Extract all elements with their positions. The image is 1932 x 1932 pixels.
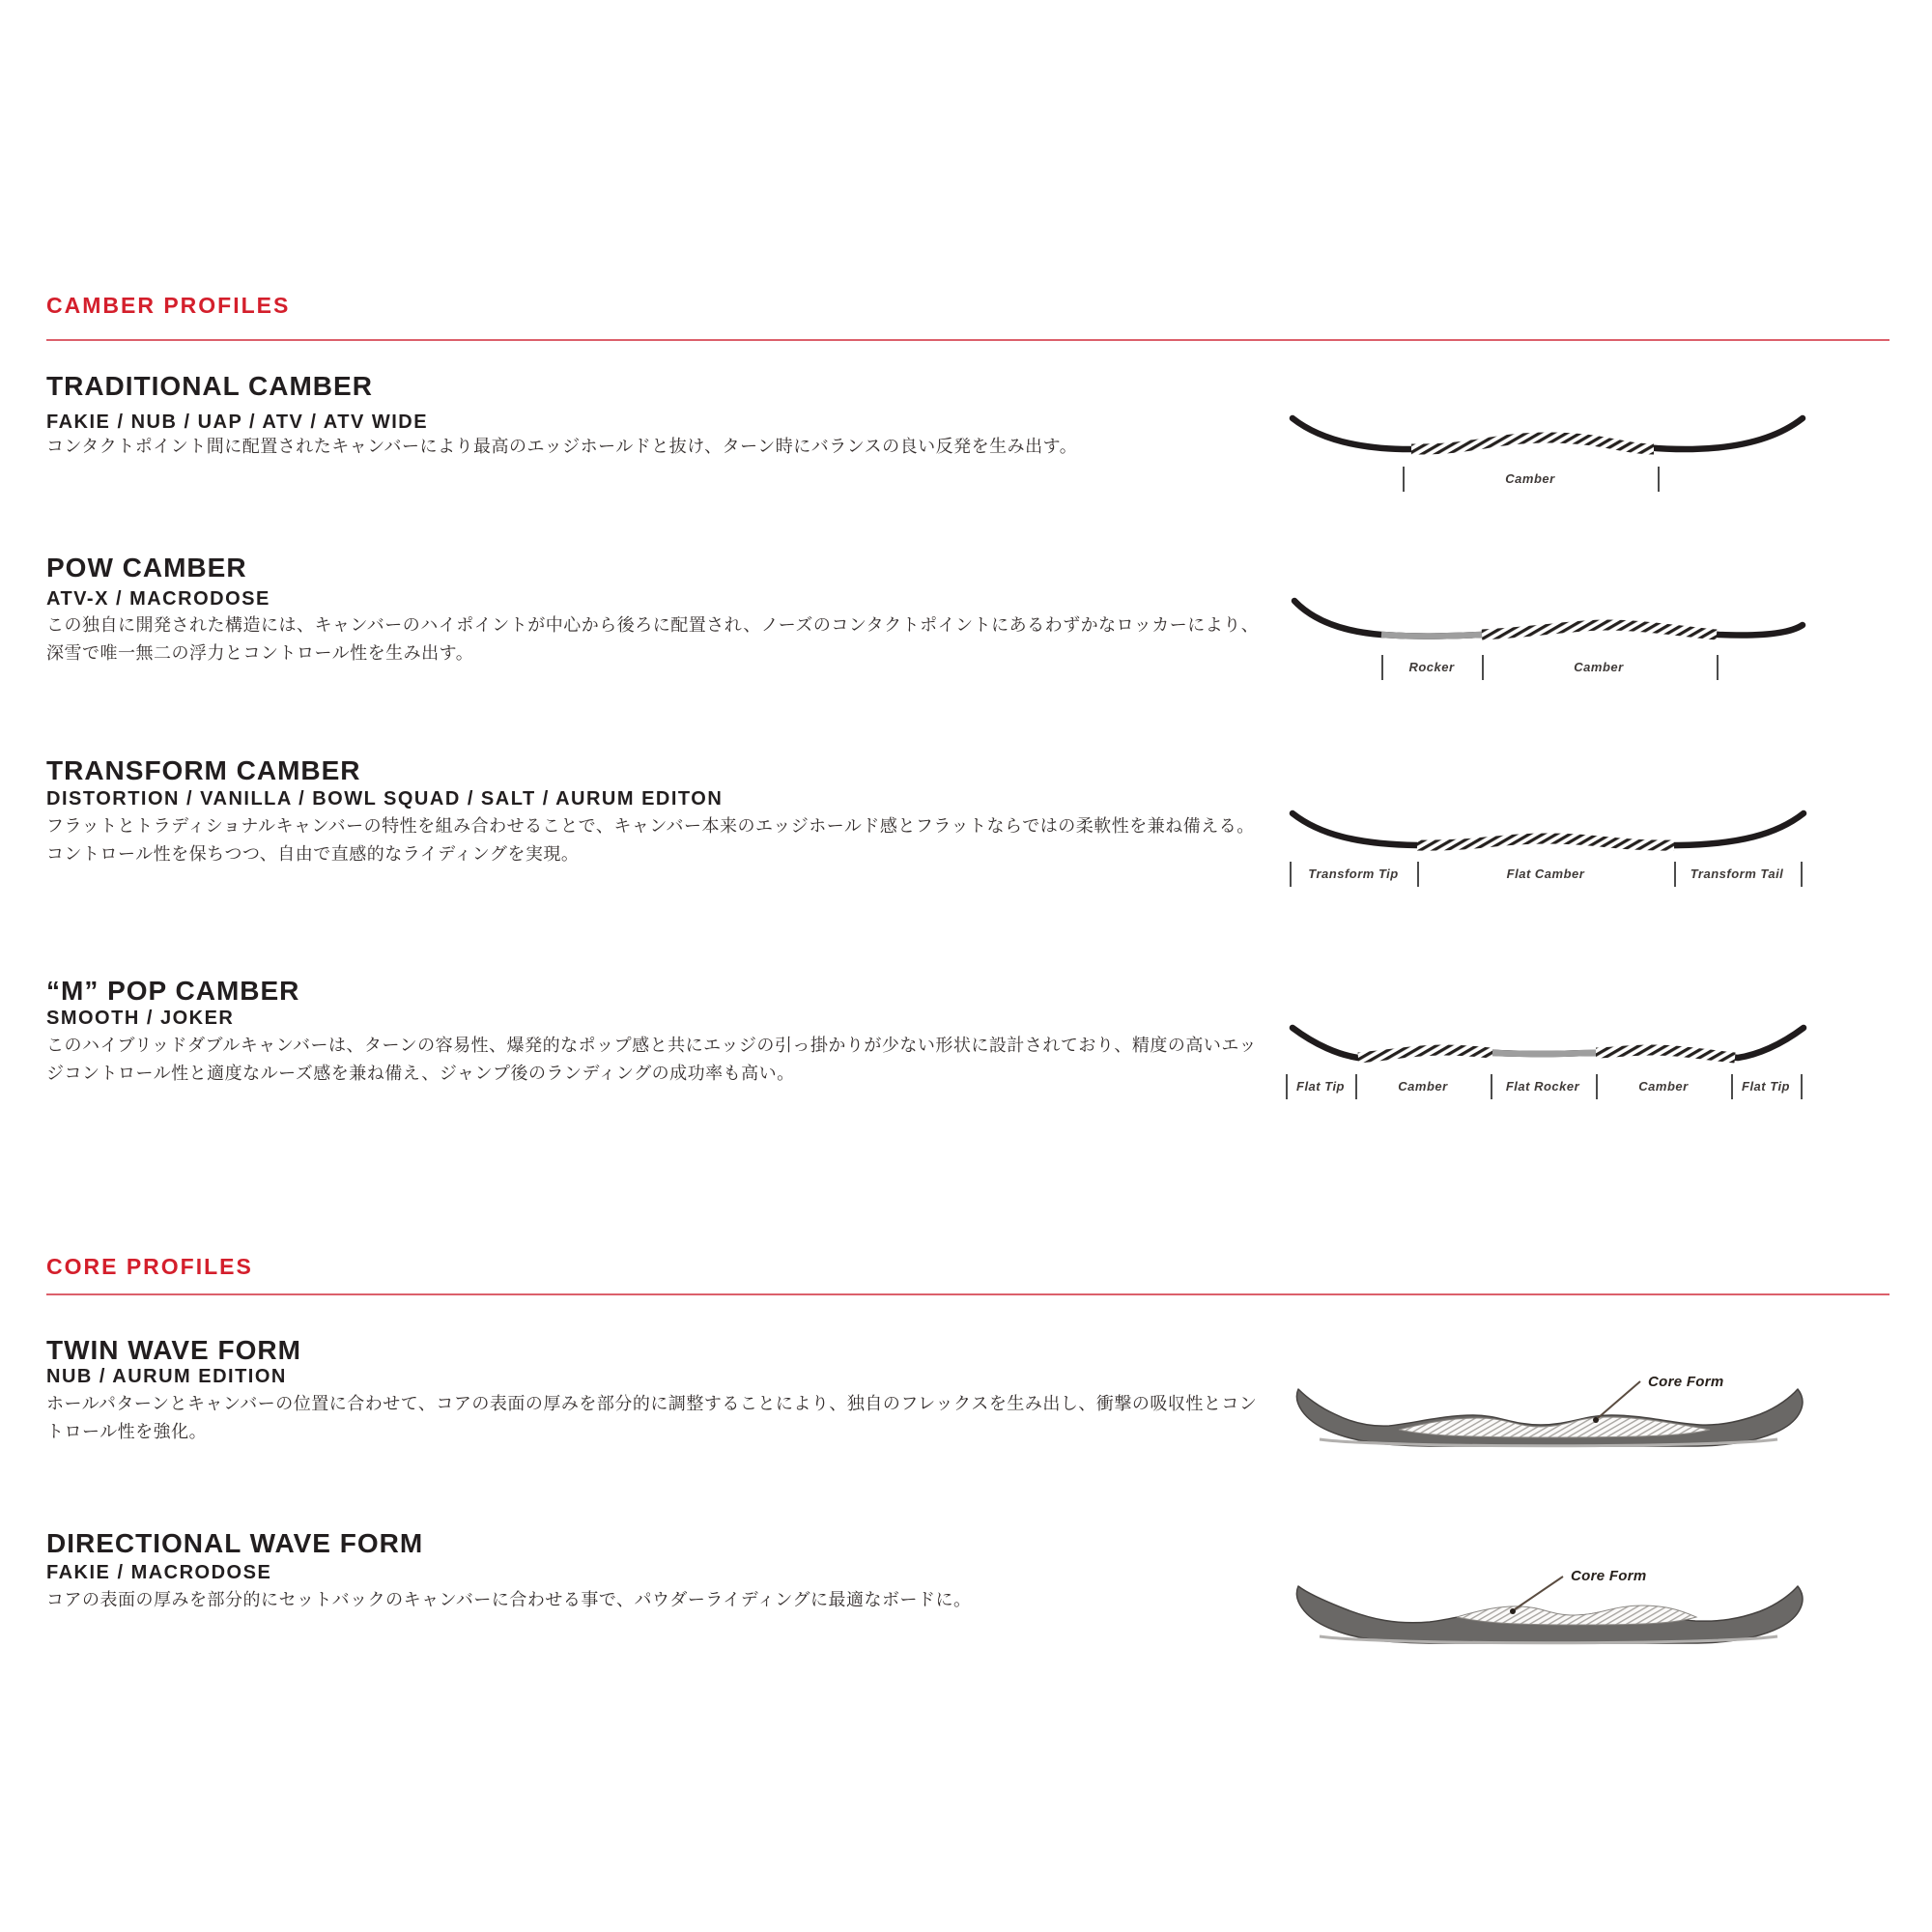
tick-mark (1717, 655, 1719, 680)
camber-hatch (1417, 838, 1674, 845)
diagram-label: Transform Tip (1308, 867, 1399, 881)
core-section-heading: CORE PROFILES (46, 1254, 253, 1279)
diagram-label: Camber (1638, 1079, 1689, 1094)
section-models: DISTORTION / VANILLA / BOWL SQUAD / SALT / AURUM EDITON (46, 788, 724, 810)
diagram-legend (1285, 465, 1811, 497)
diagram-legend (1285, 860, 1811, 893)
tick-mark (1731, 1074, 1733, 1099)
pow-camber-diagram (1285, 595, 1811, 686)
diagram-label: Flat Rocker (1505, 1079, 1580, 1094)
section-title: “M” POP CAMBER (46, 976, 300, 1006)
board-profile-svg (1285, 1014, 1811, 1072)
transform-camber-diagram (1285, 802, 1811, 893)
traditional-camber-diagram (1285, 407, 1811, 497)
section-description: コンタクトポイント間に配置されたキャンバーにより最高のエッジホールドと抜け、ターン時にバランスの良い反発を生み出す。 (46, 437, 1078, 456)
core-form-area (1457, 1605, 1696, 1625)
section-title: POW CAMBER (46, 553, 247, 582)
section-divider (46, 339, 1889, 341)
section-models: ATV-X / MACRODOSE (46, 588, 270, 610)
directional-wave-form-diagram (1285, 1542, 1811, 1653)
tick-mark (1801, 1074, 1803, 1099)
diagram-legend (1285, 1072, 1811, 1105)
camber-hatch (1411, 438, 1654, 449)
twin-wave-form-diagram (1285, 1360, 1811, 1462)
tick-mark (1403, 467, 1405, 492)
diagram-label: Rocker (1408, 660, 1455, 674)
core-form-label: Core Form (1648, 1374, 1724, 1390)
board-profile-svg (1285, 595, 1811, 653)
m-pop-camber-diagram (1285, 1014, 1811, 1105)
tick-mark (1381, 655, 1383, 680)
callout-dot (1510, 1608, 1516, 1614)
section-title: TRADITIONAL CAMBER (46, 371, 373, 401)
camber-section-heading: CAMBER PROFILES (46, 293, 291, 318)
tick-mark (1355, 1074, 1357, 1099)
tick-mark (1417, 862, 1419, 887)
callout-line (1598, 1381, 1640, 1418)
section-title: DIRECTIONAL WAVE FORM (46, 1528, 424, 1558)
tick-mark (1286, 1074, 1288, 1099)
diagram-label: Camber (1574, 660, 1624, 674)
tick-mark (1482, 655, 1484, 680)
callout-line (1515, 1577, 1563, 1609)
camber-hatch (1358, 1050, 1492, 1058)
diagram-label: Camber (1398, 1079, 1448, 1094)
tick-mark (1596, 1074, 1598, 1099)
board-profile-svg (1285, 407, 1811, 465)
section-divider (46, 1293, 1889, 1295)
tick-mark (1658, 467, 1660, 492)
diagram-label: Flat Camber (1506, 867, 1585, 881)
section-description: ホールパターンとキャンバーの位置に合わせて、コアの表面の厚みを部分的に調整することにより、独自のフレックスを生み出し、衝撃の吸収性とコントロール性を強化。 (46, 1394, 1258, 1441)
section-title: TRANSFORM CAMBER (46, 755, 361, 785)
tick-mark (1801, 862, 1803, 887)
section-models: NUB / AURUM EDITION (46, 1366, 287, 1387)
flat-rocker-section (1492, 1053, 1596, 1054)
board-profile-svg (1285, 802, 1811, 860)
section-title: TWIN WAVE FORM (46, 1335, 301, 1365)
section-models: FAKIE / MACRODOSE (46, 1562, 272, 1583)
section-models: SMOOTH / JOKER (46, 1008, 235, 1029)
diagram-label: Flat Tip (1742, 1079, 1790, 1094)
diagram-label: Flat Tip (1296, 1079, 1345, 1094)
diagram-label: Transform Tail (1690, 867, 1784, 881)
section-description: この独自に開発された構造には、キャンバーのハイポイントが中心から後ろに配置され、ノーズのコンタクトポイントにあるわずかなロッカーにより、深雪で唯一無二の浮力とコントロール性を生み出す。 (46, 615, 1260, 663)
section-description: コアの表面の厚みを部分的にセットバックのキャンバーに合わせる事で、パウダーライディングに最適なボードに。 (46, 1590, 972, 1609)
camber-hatch (1482, 625, 1717, 635)
diagram-label: Camber (1505, 471, 1555, 486)
section-description: フラットとトラディショナルキャンバーの特性を組み合わせることで、キャンバー本来のエッジホールド感とフラットならではの柔軟性を兼ね備える。コントロール性を保ちつつ、自由で直感的なライディングを実現。 (46, 816, 1255, 864)
camber-hatch (1596, 1050, 1735, 1058)
tick-mark (1290, 862, 1292, 887)
core-form-label: Core Form (1571, 1568, 1647, 1584)
tick-mark (1491, 1074, 1492, 1099)
tick-mark (1674, 862, 1676, 887)
section-description: このハイブリッドダブルキャンバーは、ターンの容易性、爆発的なポップ感と共にエッジの引っ掛かりが少ない形状に設計されており、精度の高いエッジコントロール性と適度なルーズ感を兼ね備え、ジャンプ後のランディングの成功率も高い。 (46, 1036, 1257, 1083)
diagram-legend (1285, 653, 1811, 686)
section-models: FAKIE / NUB / UAP / ATV / ATV WIDE (46, 412, 429, 433)
core-profile-svg (1285, 1360, 1811, 1457)
callout-dot (1593, 1417, 1599, 1423)
rocker-section (1381, 635, 1482, 637)
core-profile-svg (1285, 1542, 1811, 1648)
